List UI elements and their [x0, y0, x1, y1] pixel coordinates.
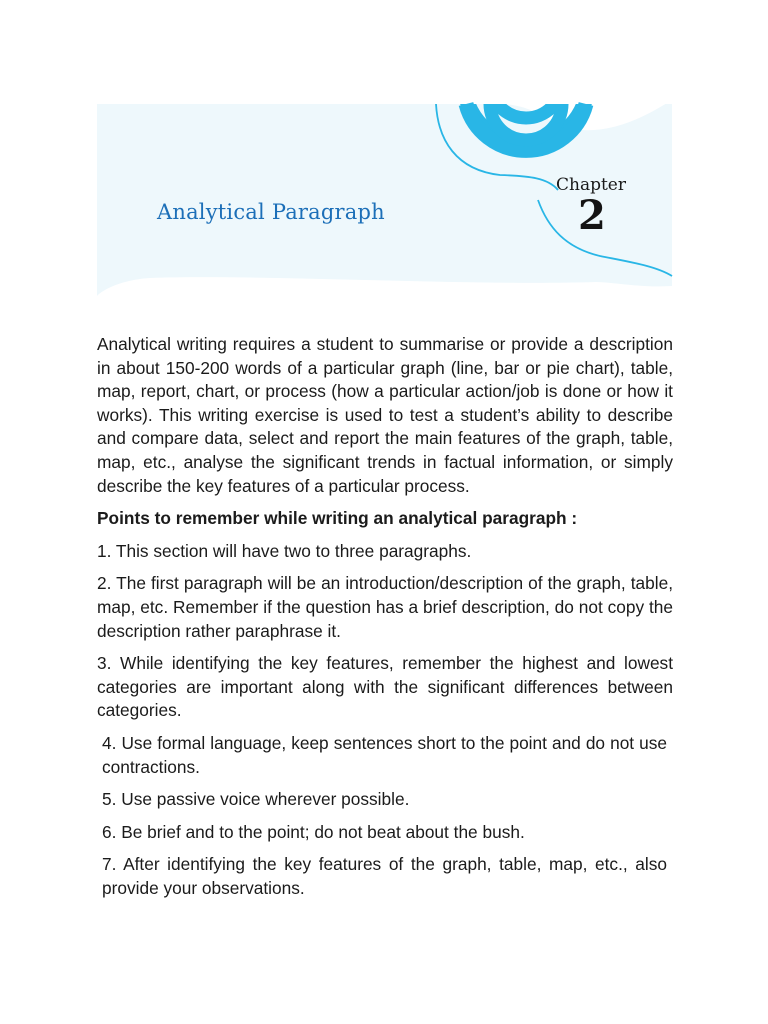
chapter-title: Analytical Paragraph: [157, 200, 385, 224]
point-item: 4. Use formal language, keep sentences short to the point and do not use contractions.: [102, 732, 667, 777]
point-item: 1. This section will have two to three paragraphs.: [97, 540, 472, 561]
point-item: 6. Be brief and to the point; do not beat about the bush.: [102, 821, 525, 842]
header-decoration: [0, 0, 768, 320]
chapter-label: Chapter: [556, 175, 626, 195]
point-item: 5. Use passive voice wherever possible.: [102, 789, 410, 810]
intro-paragraph: Analytical writing requires a student to summarise or provide a description in about 150-200 words of a particular graph (line, bar or pie chart), table, map, report, chart, or process (how a particular action/job is done or how it works). This writing exercise is used to test a student’s ability to describe and compare data, select and report the main features of the graph, table, map, etc., analyse the significant trends in factual information, or simply describe the key features of a particular process.: [97, 334, 673, 496]
chapter-number: 2: [578, 192, 606, 239]
points-heading: Points to remember while writing an analytical paragraph :: [97, 508, 578, 529]
body-content: [97, 333, 673, 900]
point-item: 2. The first paragraph will be an introduction/description of the graph, table, map, etc. Remember if the question has a brief description, do not copy the description rather paraphrase it.: [97, 573, 673, 641]
point-item: 7. After identifying the key features of the graph, table, map, etc., also provide your observations.: [102, 854, 667, 898]
point-item: 3. While identifying the key features, remember the highest and lowest categories are important along with the significant differences between categories.: [97, 653, 673, 721]
